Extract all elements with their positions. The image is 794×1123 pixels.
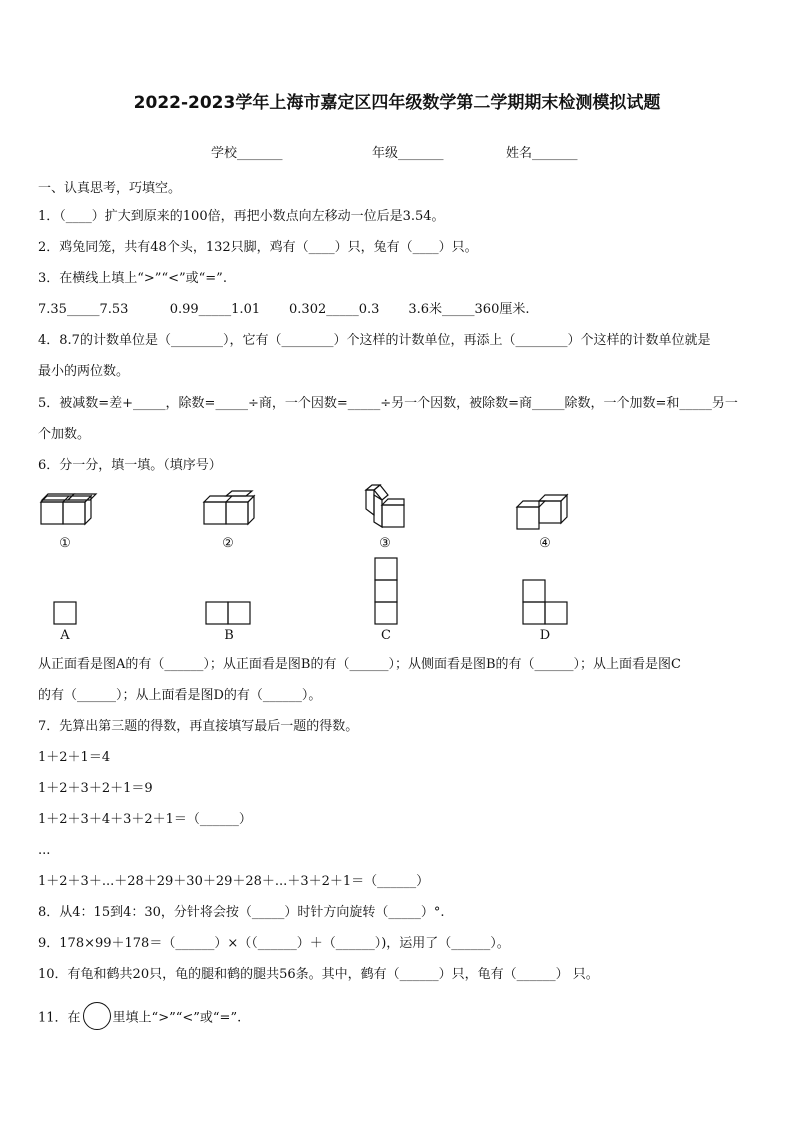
question-11 bbox=[38, 1004, 241, 1032]
question-7: 7．先算出第三题的得数，再直接填写最后一题的得数。 bbox=[38, 719, 359, 734]
section-heading: 一、认真思考，巧填空。 bbox=[38, 181, 182, 196]
cube-figure-4 bbox=[515, 493, 575, 533]
question-10: 10．有龟和鹤共20只，龟的腿和鹤的腿共56条。其中，鹤有（______）只，龟有（______） 只。 bbox=[38, 967, 599, 982]
figure-label-4: ④ bbox=[539, 536, 551, 551]
view-label-a: A bbox=[60, 628, 70, 643]
grade-field: 年级_______ bbox=[372, 146, 444, 161]
question-2: 2．鸡兔同笼，共有48个头，132只脚，鸡有（____）只，兔有（____）只。 bbox=[38, 240, 478, 255]
question-7-line1: 1＋2＋1＝4 bbox=[38, 750, 111, 765]
question-6-line1: 从正面看是图A的有（______）；从正面看是图B的有（______）；从侧面看是图B的有（______）；从上面看是图C bbox=[38, 657, 681, 672]
page-title: 2022-2023学年上海市嘉定区四年级数学第二学期期末检测模拟试题 bbox=[133, 93, 661, 113]
question-4-line2: 最小的两位数。 bbox=[38, 364, 130, 379]
question-6-line2: 的有（______）；从上面看是图D的有（______）。 bbox=[38, 688, 322, 703]
question-1: 1．（____）扩大到原来的100倍，再把小数点向左移动一位后是3.54。 bbox=[38, 209, 445, 224]
cube-figure-2 bbox=[202, 493, 262, 533]
name-field: 姓名_______ bbox=[506, 146, 578, 161]
question-5-line2: 个加数。 bbox=[38, 427, 91, 442]
question-9: 9．178×99＋178＝（______）×（（______）＋（______）)，运用了（______）。 bbox=[38, 936, 510, 951]
question-3: 3．在横线上填上“>”“<”或“=”. bbox=[38, 271, 227, 286]
question-5-line1: 5．被减数=差+_____，除数=_____÷商，一个因数=_____÷另一个因数，被除数=商_____除数，一个加数=和_____另一 bbox=[38, 396, 738, 411]
view-d bbox=[522, 579, 570, 625]
question-4-line1: 4．8.7的计数单位是（________），它有（________）个这样的计数单位，再添上（________）个这样的计数单位就是 bbox=[38, 333, 711, 348]
figure-label-1: ① bbox=[59, 536, 71, 551]
question-7-line5: 1＋2＋3＋...＋28＋29＋30＋29＋28＋...＋3＋2＋1＝（______） bbox=[38, 874, 430, 889]
figure-label-3: ③ bbox=[379, 536, 391, 551]
view-label-b: B bbox=[224, 628, 234, 643]
question-7-line2: 1＋2＋3＋2＋1＝9 bbox=[38, 781, 153, 796]
question-3-items: 7.35_____7.53 0.99_____1.01 0.302_____0.3 3.6米_____360厘米. bbox=[38, 302, 530, 317]
school-field: 学校_______ bbox=[211, 146, 283, 161]
question-11-prefix: 11．在 bbox=[38, 1010, 81, 1026]
view-b bbox=[205, 601, 253, 625]
question-11-suffix: 里填上“>”“<”或“=”. bbox=[112, 1010, 242, 1026]
question-7-line4: ... bbox=[38, 843, 51, 858]
circle-blank bbox=[83, 1002, 111, 1030]
view-label-c: C bbox=[381, 628, 391, 643]
view-label-d: D bbox=[539, 628, 551, 643]
figure-label-2: ② bbox=[222, 536, 234, 551]
question-8: 8．从4：15到4：30，分针将会按（_____）时针方向旋转（_____）°. bbox=[38, 905, 445, 920]
cube-figure-1 bbox=[38, 493, 98, 533]
question-6: 6．分一分，填一填。（填序号） bbox=[38, 458, 222, 473]
view-c bbox=[374, 557, 398, 625]
view-a bbox=[53, 601, 77, 625]
question-7-line3: 1＋2＋3＋4＋3＋2＋1＝（______） bbox=[38, 812, 252, 827]
cube-figure-3 bbox=[364, 487, 410, 533]
